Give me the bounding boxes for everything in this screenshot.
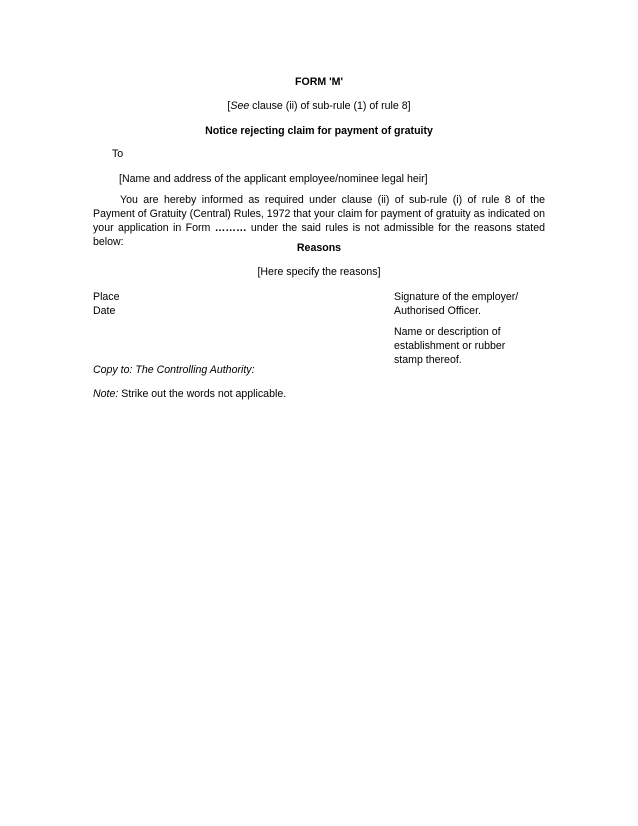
addressee-placeholder: [Name and address of the applicant employee/nominee legal heir] <box>119 173 428 185</box>
establishment-line-3: stamp thereof. <box>394 354 462 366</box>
subtitle-see: See <box>230 100 250 112</box>
reasons-placeholder: [Here specify the reasons] <box>257 266 381 278</box>
form-title: FORM 'M' <box>295 76 343 88</box>
form-subtitle <box>0 100 638 113</box>
date-label: Date <box>93 305 116 317</box>
notice-body-paragraph <box>93 193 545 249</box>
reasons-heading: Reasons <box>296 242 342 254</box>
place-label: Place <box>93 291 120 303</box>
subtitle-bracket: [ <box>227 100 231 112</box>
notice-heading: Notice rejecting claim for payment of gratuity <box>205 125 433 137</box>
to-label: To <box>112 148 124 160</box>
signature-line-2: Authorised Officer. <box>394 305 481 317</box>
note-text: Strike out the words not applicable. <box>118 388 287 400</box>
body-part2: under the said rules is not admissible for the reasons stated below: <box>93 222 545 248</box>
note-label: Note: <box>93 388 119 400</box>
signature-line-1: Signature of the employer/ <box>394 291 519 303</box>
note-line <box>93 388 286 401</box>
subtitle-rest: clause (ii) of sub-rule (1) of rule 8] <box>249 100 411 112</box>
establishment-line-2: establishment or rubber <box>394 340 506 352</box>
copy-to-line: Copy to: The Controlling Authority: <box>93 364 255 376</box>
form-number-blank: ……… <box>214 222 247 234</box>
body-part1: You are hereby informed as required under clause (ii) of sub-rule (i) of rule 8 of the Payment of Gratuity (Central) Rules, 1972 that your claim for payment of gratuity as indicated on your application in Form <box>93 194 545 234</box>
establishment-line-1: Name or description of <box>394 326 501 338</box>
